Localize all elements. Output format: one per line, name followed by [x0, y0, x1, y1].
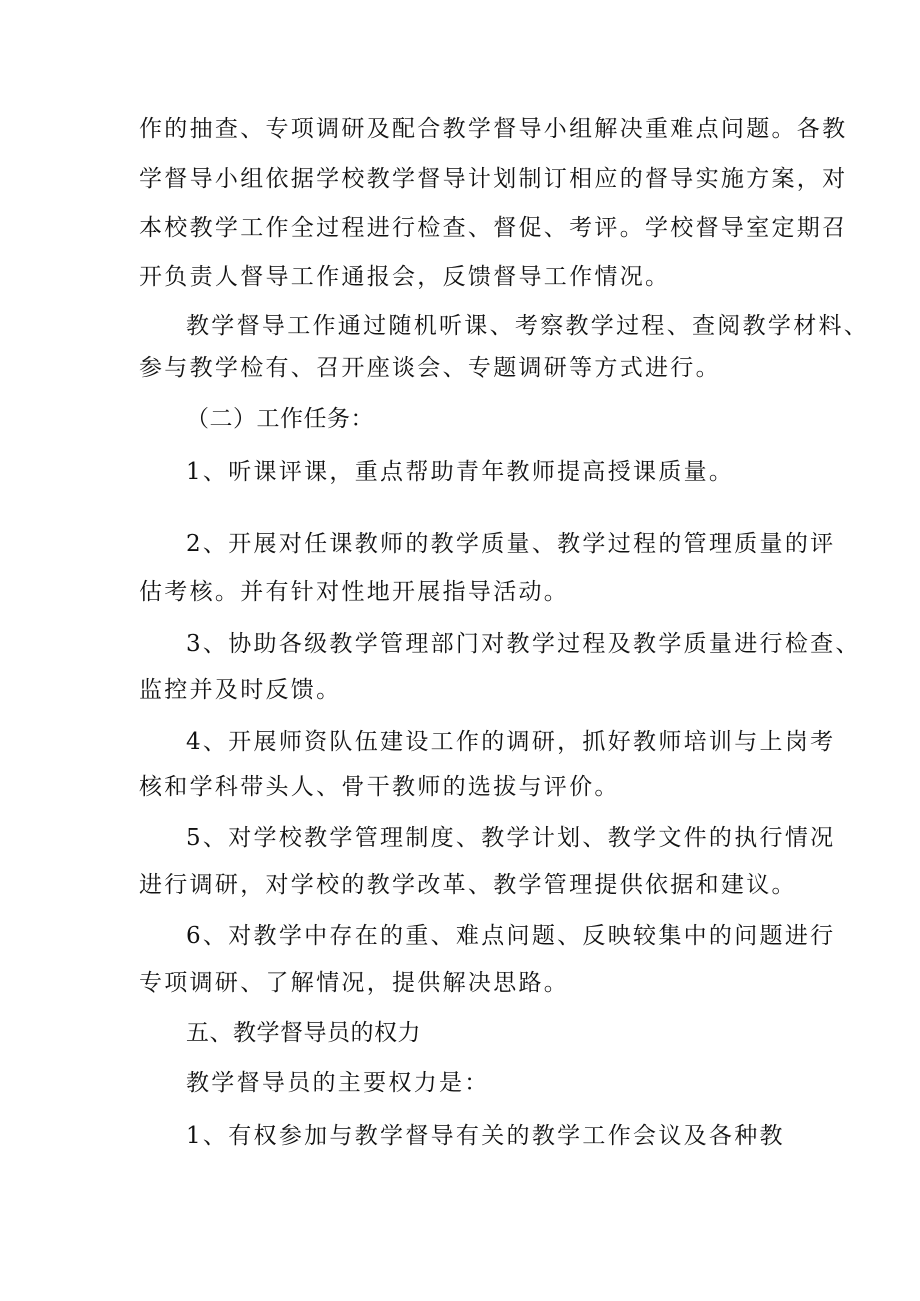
paragraph-line: 本校教学工作全过程进行检查、督促、考评。学校督导室定期召: [139, 215, 848, 241]
task-item-line: 估考核。并有针对性地开展指导活动。: [139, 579, 570, 605]
task-item-line: 1、听课评课，重点帮助青年教师提高授课质量。: [186, 459, 735, 485]
paragraph-line: 学督导小组依据学校教学督导计划制订相应的督导实施方案，对: [139, 166, 848, 192]
task-item-line: 6、对教学中存在的重、难点问题、反映较集中的问题进行: [186, 923, 836, 949]
paragraph-line: 作的抽查、专项调研及配合教学督导小组解决重难点问题。各教: [139, 116, 848, 142]
task-item-line: 进行调研，对学校的教学改革、教学管理提供依据和建议。: [139, 872, 797, 898]
paragraph-line: 参与教学检有、召开座谈会、专题调研等方式进行。: [139, 355, 721, 381]
task-item-line: 3、协助各级教学管理部门对教学过程及教学质量进行检查、: [186, 631, 861, 657]
section-heading: 五、教学督导员的权力: [186, 1020, 421, 1046]
section-heading: （二）工作任务：: [186, 406, 374, 432]
task-item-line: 5、对学校教学管理制度、教学计划、教学文件的执行情况: [186, 825, 836, 851]
task-item-line: 2、开展对任课教师的教学质量、教学过程的管理质量的评: [186, 531, 836, 557]
paragraph-line: 教学督导员的主要权力是：: [186, 1070, 490, 1096]
task-item-line: 核和学科带头人、骨干教师的选拔与评价。: [139, 774, 620, 800]
task-item-line: 监控并及时反馈。: [139, 677, 342, 703]
task-item-line: 4、开展师资队伍建设工作的调研，抓好教师培训与上岗考: [186, 729, 836, 755]
task-item-line: 专项调研、了解情况，提供解决思路。: [139, 970, 570, 996]
rights-item-line: 1、有权参加与教学督导有关的教学工作会议及各种教: [186, 1123, 785, 1149]
paragraph-line: 开负责人督导工作通报会，反馈督导工作情况。: [139, 264, 671, 290]
paragraph-line: 教学督导工作通过随机听课、考察教学过程、查阅教学材料、: [186, 313, 870, 339]
